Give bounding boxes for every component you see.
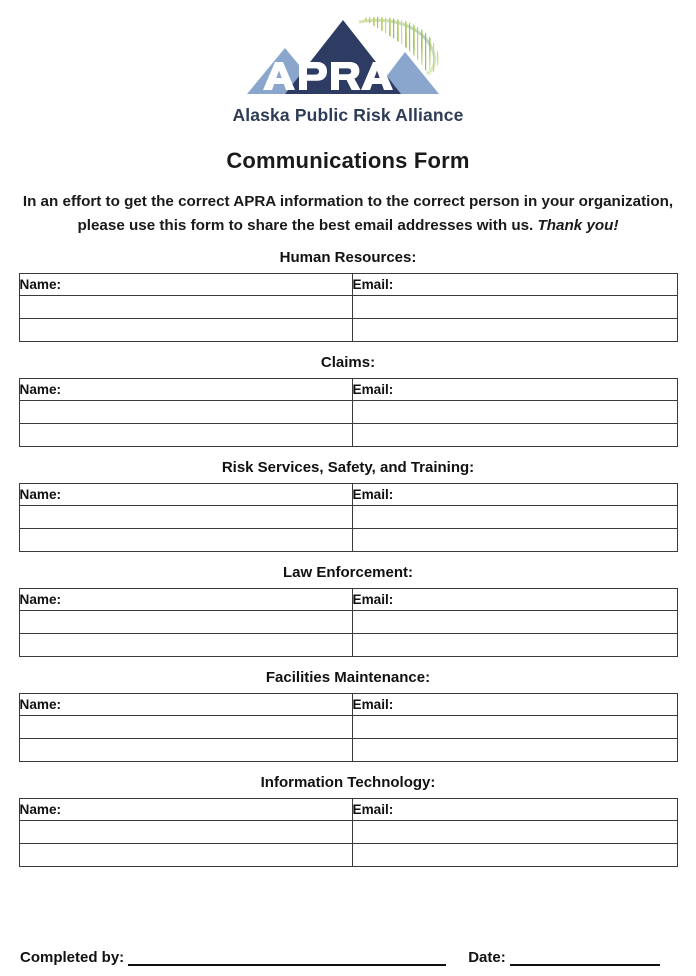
- contact-table: [19, 483, 678, 552]
- completed-by-input[interactable]: [128, 951, 446, 966]
- intro-paragraph: [14, 190, 682, 237]
- apra-logo-mark: [233, 12, 463, 104]
- section-heading: Facilities Maintenance:: [265, 669, 431, 687]
- email-input-cell[interactable]: [352, 319, 677, 342]
- table-row: [19, 319, 677, 342]
- name-input-cell[interactable]: [19, 716, 352, 739]
- table-row: [19, 506, 677, 529]
- contact-table: [19, 378, 678, 447]
- email-input-cell[interactable]: [352, 296, 677, 319]
- contact-section: [0, 247, 696, 342]
- name-input-cell[interactable]: [19, 401, 352, 424]
- section-heading: Risk Services, Safety, and Training:: [221, 459, 475, 477]
- name-input-cell[interactable]: [19, 844, 352, 867]
- email-input-cell[interactable]: [352, 529, 677, 552]
- date-label: Date:: [468, 949, 506, 966]
- table-row: [19, 844, 677, 867]
- table-header-row: [19, 484, 677, 506]
- contact-table: [19, 588, 678, 657]
- form-footer: [20, 949, 676, 966]
- table-header-row: [19, 694, 677, 716]
- intro-line-1: In an effort to get the correct APRA information to the correct person in your organization,: [22, 193, 674, 210]
- contact-section: [0, 772, 696, 867]
- contact-section: [0, 457, 696, 552]
- intro-line-2: please use this form to share the best email addresses with us.: [77, 216, 534, 234]
- column-header-email: Email:: [352, 379, 677, 401]
- apra-logo: [0, 0, 696, 126]
- section-heading: Information Technology:: [260, 774, 436, 792]
- column-header-email: Email:: [352, 799, 677, 821]
- table-row: [19, 401, 677, 424]
- column-header-email: Email:: [352, 484, 677, 506]
- email-input-cell[interactable]: [352, 844, 677, 867]
- column-header-name: Name:: [19, 484, 352, 506]
- contact-table: [19, 693, 678, 762]
- name-input-cell[interactable]: [19, 739, 352, 762]
- email-input-cell[interactable]: [352, 634, 677, 657]
- contact-section: [0, 562, 696, 657]
- date-input[interactable]: [510, 951, 660, 966]
- table-header-row: [19, 589, 677, 611]
- name-input-cell[interactable]: [19, 529, 352, 552]
- column-header-email: Email:: [352, 694, 677, 716]
- name-input-cell[interactable]: [19, 424, 352, 447]
- contact-section: [0, 352, 696, 447]
- email-input-cell[interactable]: [352, 401, 677, 424]
- table-header-row: [19, 274, 677, 296]
- name-input-cell[interactable]: [19, 634, 352, 657]
- section-heading: Claims:: [320, 354, 376, 372]
- page-title: Communications Form: [226, 148, 470, 173]
- table-row: [19, 739, 677, 762]
- intro-thanks: Thank you!: [537, 216, 619, 234]
- email-input-cell[interactable]: [352, 821, 677, 844]
- name-input-cell[interactable]: [19, 319, 352, 342]
- table-header-row: [19, 799, 677, 821]
- column-header-name: Name:: [19, 589, 352, 611]
- table-header-row: [19, 379, 677, 401]
- email-input-cell[interactable]: [352, 716, 677, 739]
- name-input-cell[interactable]: [19, 821, 352, 844]
- table-row: [19, 821, 677, 844]
- sections-container: [0, 247, 696, 867]
- contact-table: [19, 273, 678, 342]
- email-input-cell[interactable]: [352, 611, 677, 634]
- column-header-name: Name:: [19, 274, 352, 296]
- section-heading: Law Enforcement:: [282, 564, 414, 582]
- column-header-name: Name:: [19, 379, 352, 401]
- section-heading: Human Resources:: [279, 249, 417, 267]
- table-row: [19, 611, 677, 634]
- table-row: [19, 634, 677, 657]
- column-header-name: Name:: [19, 694, 352, 716]
- column-header-email: Email:: [352, 589, 677, 611]
- email-input-cell[interactable]: [352, 506, 677, 529]
- email-input-cell[interactable]: [352, 424, 677, 447]
- completed-by-label: Completed by:: [20, 949, 125, 966]
- contact-table: [19, 798, 678, 867]
- apra-logo-tagline: Alaska Public Risk Alliance: [232, 105, 464, 125]
- name-input-cell[interactable]: [19, 611, 352, 634]
- table-row: [19, 716, 677, 739]
- table-row: [19, 424, 677, 447]
- name-input-cell[interactable]: [19, 506, 352, 529]
- contact-section: [0, 667, 696, 762]
- column-header-email: Email:: [352, 274, 677, 296]
- table-row: [19, 529, 677, 552]
- table-row: [19, 296, 677, 319]
- email-input-cell[interactable]: [352, 739, 677, 762]
- name-input-cell[interactable]: [19, 296, 352, 319]
- column-header-name: Name:: [19, 799, 352, 821]
